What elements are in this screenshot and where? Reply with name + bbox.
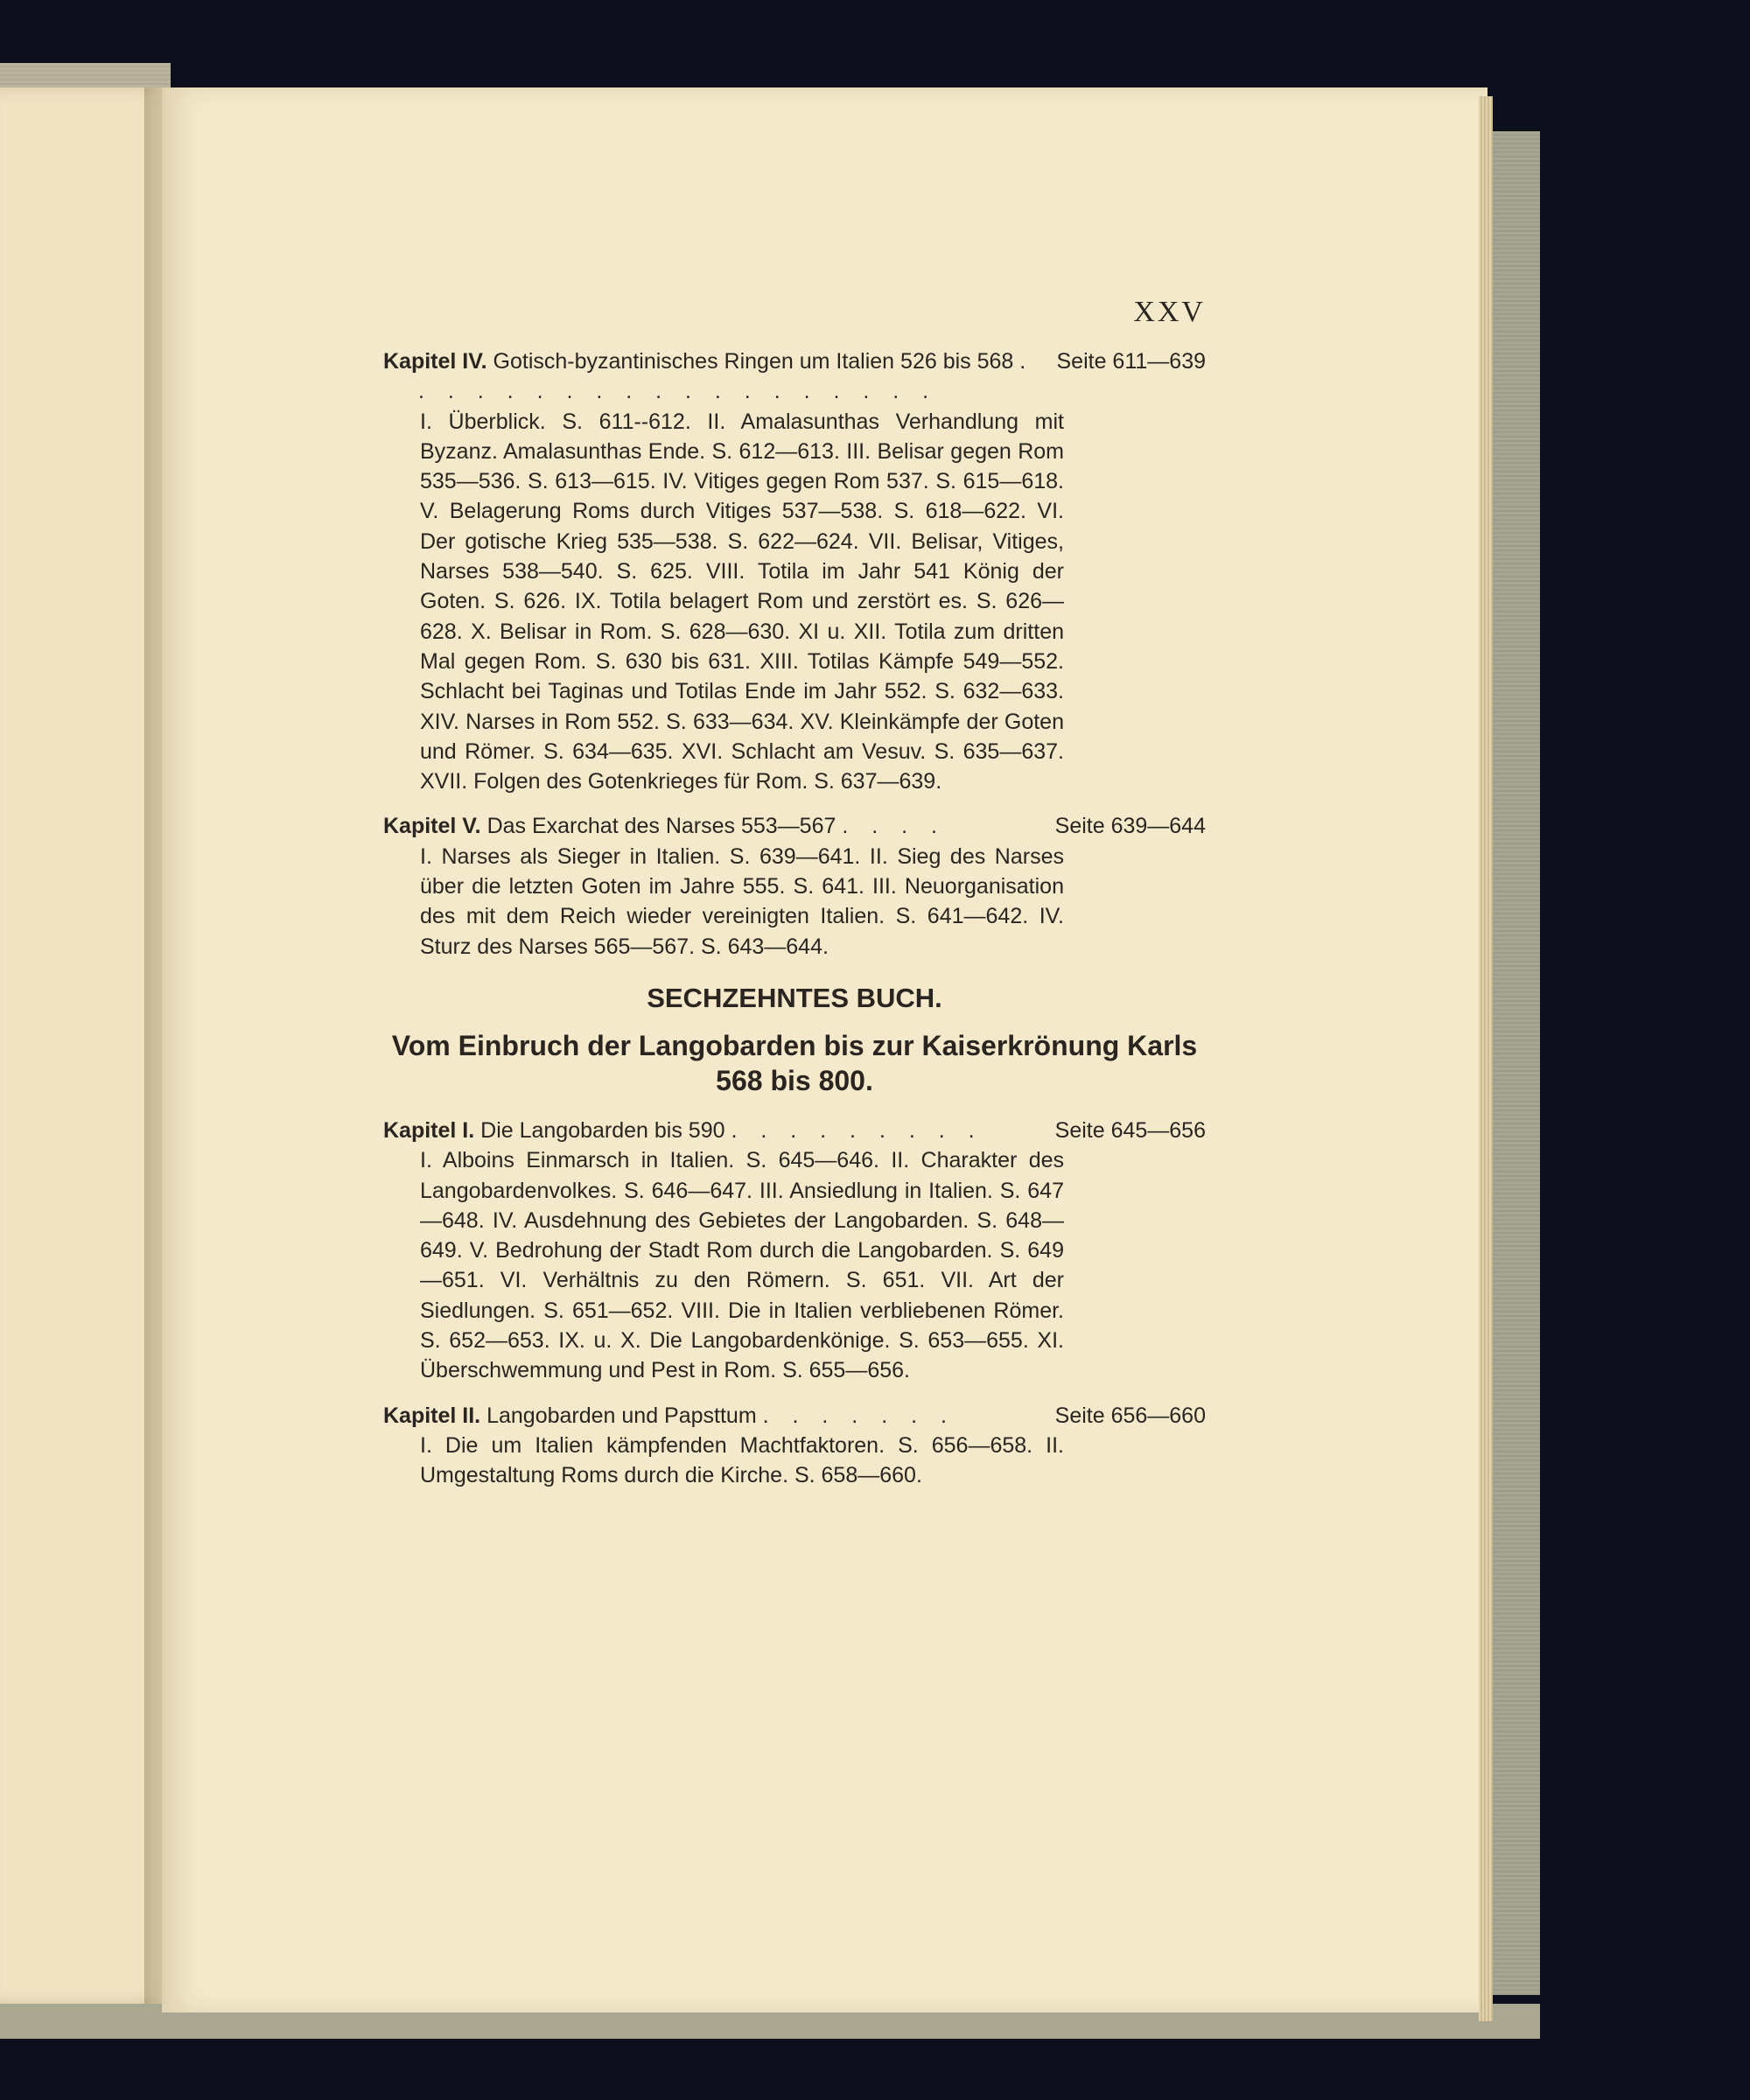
chapter-label: Kapitel V. [383,814,481,839]
chapter-title: Langobarden und Papsttum [486,1403,757,1428]
page-gutter [144,88,171,2004]
chapter-title: Gotisch-byzantinisches Ringen um Italien 526 bis 568 [493,349,1014,374]
left-page [0,88,166,2004]
chapter-heading [383,1401,1206,1431]
chapter-label: Kapitel II. [383,1403,481,1428]
chapter-entry [383,1401,1206,1491]
chapter-summary: I. Alboins Einmarsch in Italien. S. 645—646. II. Charakter des Langobardenvolkes. S. 646—647. III. Ansiedlung in Italien. S. 647—648. IV. Ausdehnung des Gebietes der Langobarden. S. 648—649. V. Bedrohung der Stadt Rom durch die Langobarden. S. 649—651. VI. Verhältnis zu den Römern. S. 651. VII. Art der Siedlungen. S. 651—652. VIII. Die in Italien verbliebenen Römer. S. 652—653. IX. u. X. Die Langobardenkönige. S. 653—655. XI. Überschwemmung und Pest in Rom. S. 655—656. [420,1148,1064,1383]
chapter-entry [383,346,1206,796]
book-subtitle: Vom Einbruch der Langobarden bis zur Kaiserkrönung Karls 568 bis 800. [391,1029,1198,1096]
leader-dots: . . . . . . . [762,1403,956,1428]
chapter-label: Kapitel I. [383,1117,475,1143]
page-edge [1479,96,1493,2021]
book-title: SECHZEHNTES BUCH. [647,982,942,1013]
chapter-title: Die Langobarden bis 590 [480,1117,725,1143]
chapter-heading [383,1116,1206,1145]
chapter-entry [383,1116,1206,1386]
page-range: Seite 611—639 [1056,349,1206,374]
chapter-label: Kapitel IV. [383,349,487,374]
page-range: Seite 656—660 [1054,1403,1206,1428]
chapter-summary: I. Überblick. S. 611--612. II. Amalasunthas Verhandlung mit Byzanz. Amalasunthas Ende. S. 612—613. III. Belisar gegen Rom 535—536. S. 613—615. IV. Vitiges gegen Rom 537. S. 615—618. V. Belagerung Roms durch Vitiges 537—538. S. 618—622. VI. Der gotische Krieg 535—538. S. 622—624. VII. Belisar, Vitiges, Narses 538—540. S. 625. VIII. Totila im Jahr 541 König der Goten. S. 626. IX. Totila belagert Rom und zerstört es. S. 626—628. X. Belisar in Rom. S. 628—630. XI u. XII. Totila zum dritten Mal gegen Rom. S. 630 bis 631. XIII. Totilas Kämpfe 549—552. Schlacht bei Taginas und Totilas Ende im Jahr 552. S. 632—633. XIV. Narses in Rom 552. S. 633—634. XV. Kleinkämpfe der Goten und Römer. S. 634—635. XVI. Schlacht am Vesuv. S. 635—637. XVII. Folgen des Gotenkrieges für Rom. S. 637—639. [420,409,1064,794]
table-of-contents [383,346,1206,1506]
page-number: XXV [1133,296,1206,328]
chapter-summary: I. Narses als Sieger in Italien. S. 639—641. II. Sieg des Narses über die letzten Goten im Jahre 555. S. 641. III. Neuorganisation des mit dem Reich wieder vereinigten Italien. S. 641—642. IV. Sturz des Narses 565—567. S. 643—644. [420,844,1064,959]
leader-dots: . . . . [842,814,946,839]
chapter-entry [383,811,1206,961]
chapter-summary: I. Die um Italien kämpfenden Machtfaktoren. S. 656—658. II. Umgestaltung Roms durch die Kirche. S. 658—660. [420,1432,1064,1488]
chapter-title: Das Exarchat des Narses 553—567 [486,814,836,839]
leader-dots: . . . . . . . . . [731,1117,984,1143]
chapter-heading [383,811,1206,841]
chapter-heading [383,346,1206,407]
leader-dots: . . . . . . . . . . . . . . . . . . . [418,349,1035,404]
page-range: Seite 639—644 [1054,814,1206,839]
page-range: Seite 645—656 [1054,1117,1206,1143]
